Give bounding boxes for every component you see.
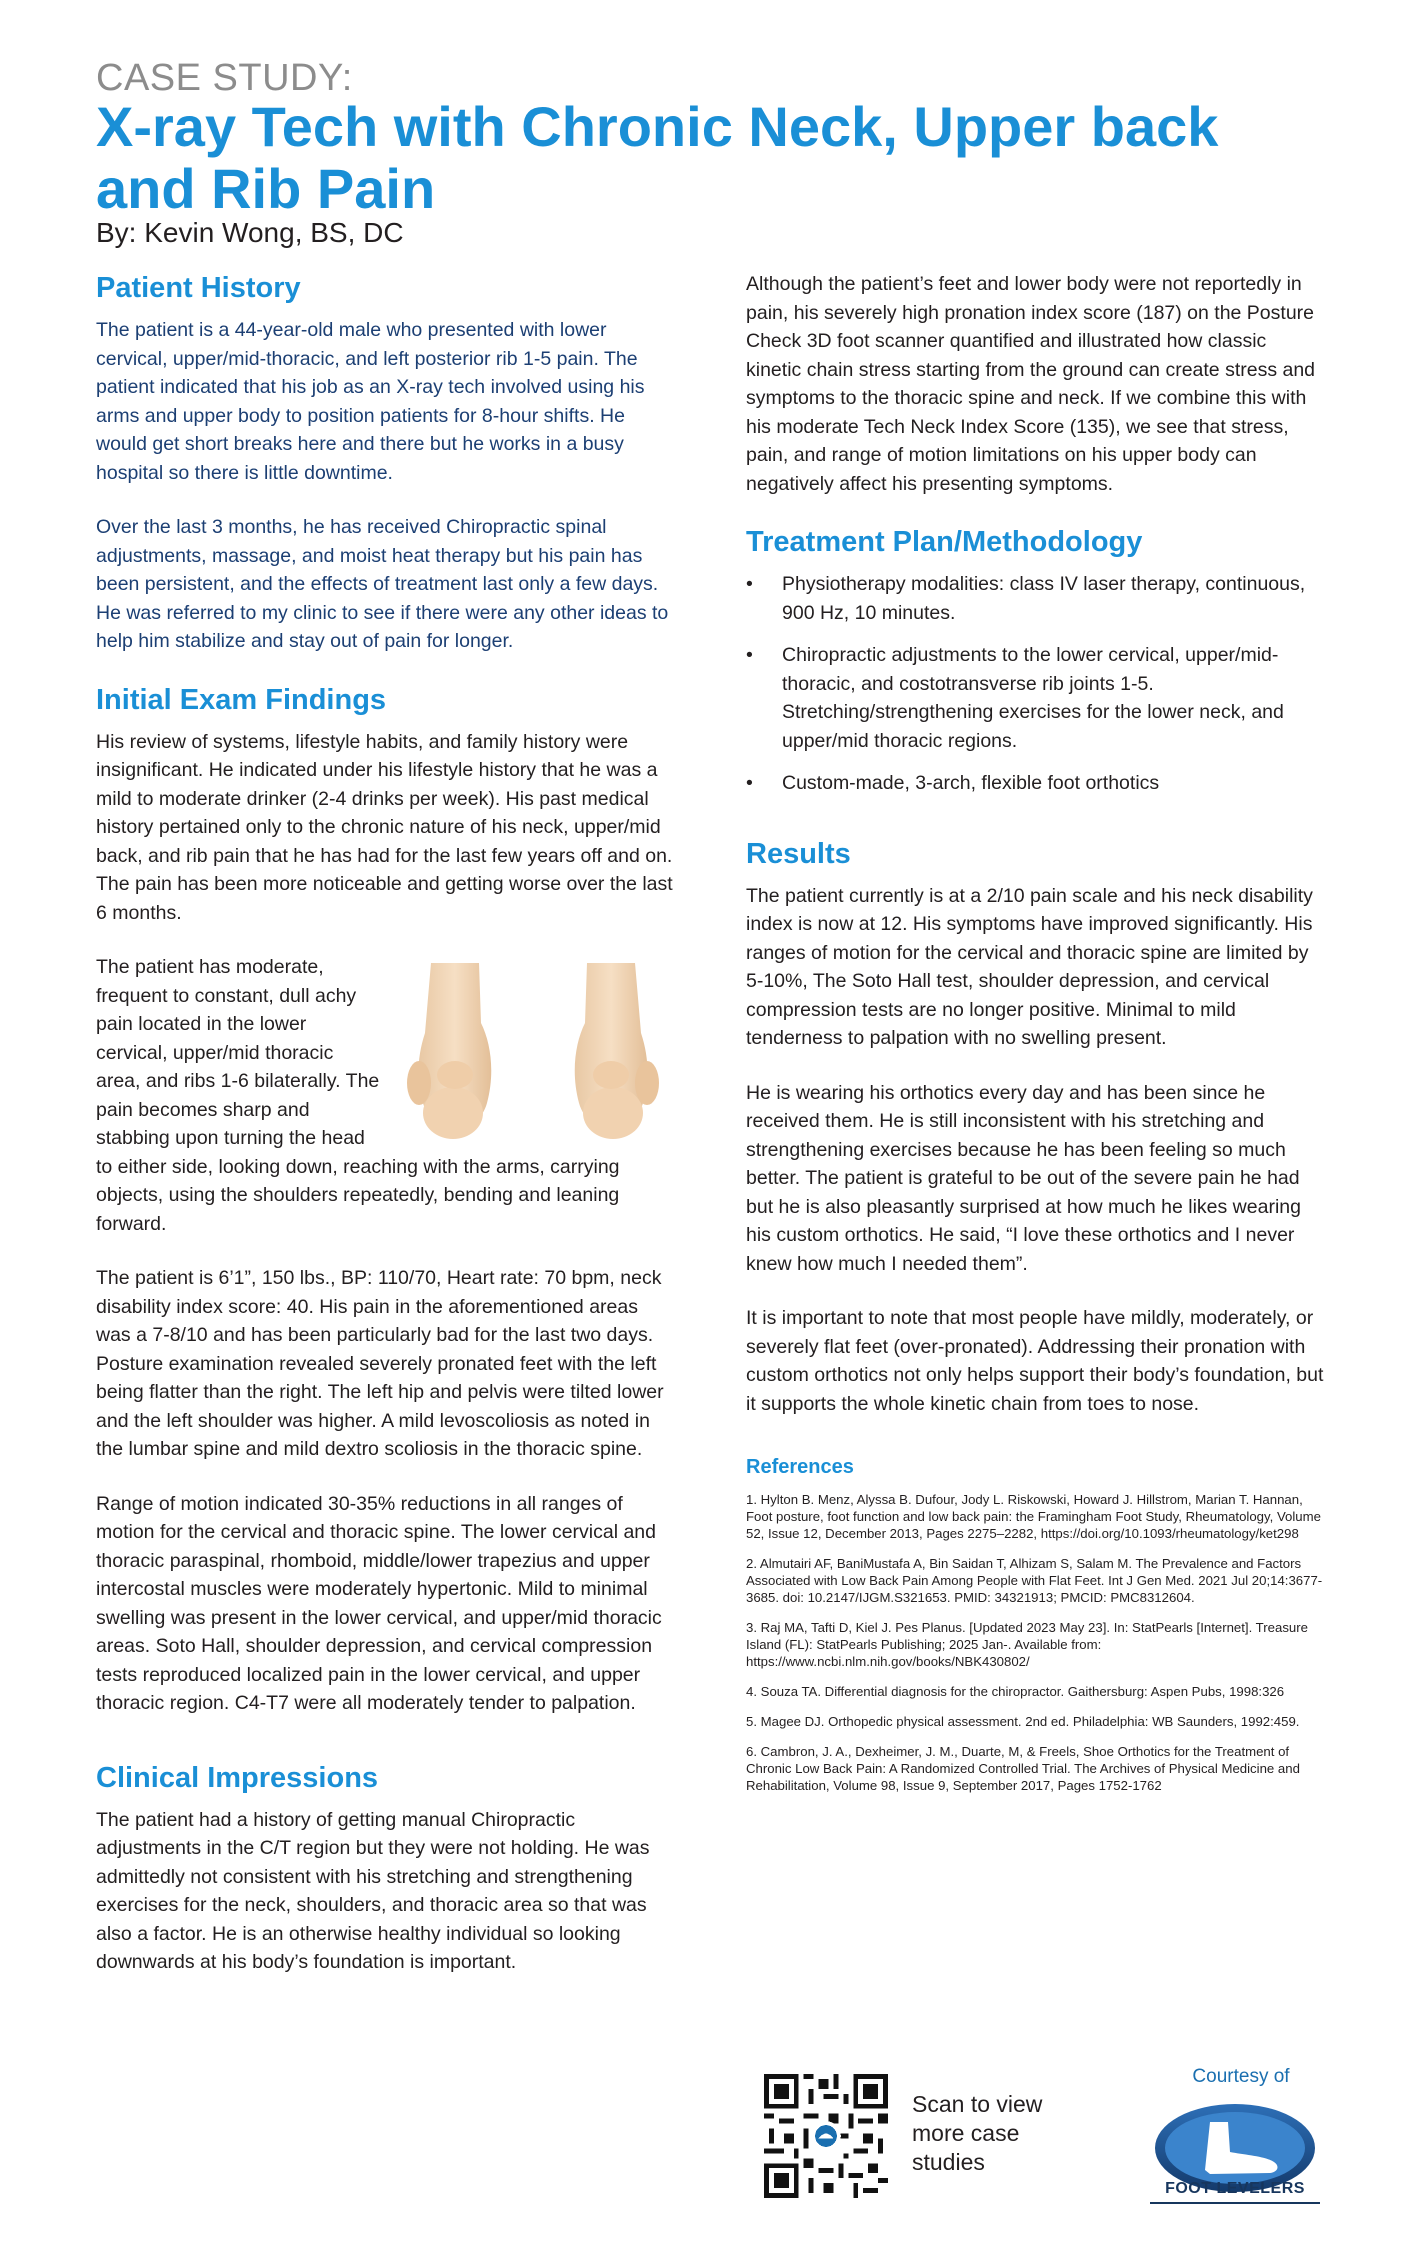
treatment-list: [746, 570, 1326, 798]
initial-exam-paragraph-1: His review of systems, lifestyle habits, and family history were insignificant. He indicated under his lifestyle history that he was a mild to moderate drinker (2-4 drinks per week). His past medical history pertained only to the chronic nature of his neck, upper/mid back, and rib pain that he has had for the last few years off and on. The pain has been more noticeable and getting worse over the last 6 months.: [96, 730, 673, 924]
references-heading: References: [746, 1456, 854, 1478]
reference-item: 4. Souza TA. Differential diagnosis for the chiropractor. Gaithersburg: Aspen Pubs, 1998:326: [746, 1684, 1285, 1699]
clinical-impressions-heading: Clinical Impressions: [96, 1761, 379, 1794]
initial-exam-paragraph-4: Range of motion indicated 30-35% reductions in all ranges of motion for the cervical and thoracic spine. The lower cervical and thoracic paraspinal, rhomboid, middle/lower trapezius and upper intercostal muscles were moderately hypertonic. Mild to minimal swelling was present in the lower cervical, and upper/mid thoracic areas. Soto Hall, shoulder depression, and cervical compression tests reproduced localized pain in the lower cervical, and upper thoracic region. C4-T7 were all moderately tender to palpation.: [96, 1492, 662, 1714]
scan-qr-caption: Scan to view more case studies: [912, 2091, 1043, 2175]
results-heading: Results: [746, 837, 851, 870]
results-paragraph-2: He is wearing his orthotics every day and has been since he received them. He is still inconsistent with his stretching and strengthening exercises because he has been feeling so much better. The patient is grateful to be out of the severe pain he had but he is also pleasantly surprised at how much he likes wearing his custom orthotics. He said, “I love these orthotics and I never knew how much I needed them”.: [746, 1081, 1301, 1275]
qr-code-icon[interactable]: [764, 2074, 888, 2198]
treatment-item: • Custom-made, 3-arch, flexible foot orthotics: [746, 769, 1326, 798]
patient-history-heading: Patient History: [96, 272, 301, 304]
feet-illustration-icon: [391, 963, 676, 1143]
initial-exam-paragraph-3: The patient is 6’1”, 150 lbs., BP: 110/70, Heart rate: 70 bpm, neck disability index score: 40. His pain in the aforementioned areas was a 7-8/10 and has been particularly bad for the last two days. Posture examination revealed severely pronated feet with the left being flatter than the right. The left hip and pelvis were tilted lower and the left shoulder was higher. A mild levoscoliosis as noted in the lumbar spine and mild dextro scoliosis in the thoracic spine.: [96, 1267, 664, 1460]
patient-history-paragraph-2: Over the last 3 months, he has received Chiropractic spinal adjustments, massage, and moist heat therapy but his pain has been persistent, and the effects of treatment last only a few days. He was referred to my clinic to see if there were any other ideas to help him stabilize and stay out of pain for longer.: [96, 516, 669, 652]
initial-exam-heading: Initial Exam Findings: [96, 683, 387, 716]
author-byline: By: Kevin Wong, BS, DC: [96, 217, 404, 248]
treatment-heading: Treatment Plan/Methodology: [746, 526, 1143, 558]
logo-underline: [1150, 2202, 1320, 2204]
treatment-item: • Physiotherapy modalities: class IV laser therapy, continuous, 900 Hz, 10 minutes.: [746, 570, 1326, 627]
bullet: •: [746, 772, 753, 794]
reference-item: 6. Cambron, J. A., Dexheimer, J. M., Duarte, M, & Freels, Shoe Orthotics for the Treatment of Chronic Low Back Pain: A Randomized Controlled Trial. The Archives of Physical Medicine and Rehabilitation, Volume 98, Issue 9, September 2017, Pages 1752-1762: [746, 1744, 1300, 1793]
bullet: •: [746, 573, 753, 595]
results-paragraph-1: The patient currently is at a 2/10 pain scale and his neck disability index is now at 12. His symptoms have improved significantly. His ranges of motion for the cervical and thoracic spine are limited by 5-10%, The Soto Hall test, shoulder depression, and cervical compression tests are no longer positive. Minimal to mild tenderness to palpation with no swelling present.: [746, 884, 1313, 1049]
bullet: •: [746, 644, 753, 666]
reference-item: 2. Almutairi AF, BaniMustafa A, Bin Saidan T, Alhizam S, Salam M. The Prevalence and Factors Associated with Low Back Pain Among People with Flat Feet. Int J Gen Med. 2021 Jul 20;14:3677-3685. doi: 10.2147/IJGM.S321653. PMID: 34321913; PMCID: PMC8312604.: [746, 1556, 1323, 1605]
reference-item: 5. Magee DJ. Orthopedic physical assessment. 2nd ed. Philadelphia: WB Saunders, 1992:459.: [746, 1714, 1300, 1729]
page-title: X-ray Tech with Chronic Neck, Upper back and Rib Pain: [96, 95, 1219, 220]
patient-history-paragraph-1: The patient is a 44-year-old male who presented with lower cervical, upper/mid-thoracic, and left posterior rib 1-5 pain. The patient indicated that his job as an X-ray tech involved using his arms and upper body to position patients for 8-hour shifts. He would get short breaks here and there but he works in a busy hospital so there is little downtime.: [96, 319, 645, 484]
reference-item: 3. Raj MA, Tafti D, Kiel J. Pes Planus. [Updated 2023 May 23]. In: StatPearls [Internet]. Treasure Island (FL): StatPearls Publishing; 2025 Jan-. Available from: https://www.ncbi.nlm.nih.gov/books/NBK430802/: [746, 1620, 1308, 1669]
left-column: [96, 270, 676, 2003]
initial-exam-paragraph-2: The patient has moderate, frequent to constant, dull achy pain located in the lower cervical, upper/mid thoracic area, and ribs 1-6 bilaterally. The pain becomes sharp and stabbing upon turning the head to either side, looking down, reaching with the arms, carrying objects, using the shoulders repeatedly, bending and leaning forward.: [96, 956, 620, 1235]
foot-levelers-wordmark: FOOT LEVELERS: [1165, 2180, 1305, 2197]
reference-item: 1. Hylton B. Menz, Alyssa B. Dufour, Jody L. Riskowski, Howard J. Hillstrom, Marian T. Hannan, Foot posture, foot function and low back pain: the Framingham Foot Study, Rheumatology, Volume 52, Issue 12, December 2013, Pages 2275–2282, https://doi.org/10.1093/rheumatology/ket298: [746, 1492, 1321, 1541]
case-study-kicker: CASE STUDY:: [96, 57, 353, 99]
right-column: [746, 270, 1326, 1807]
kinetic-chain-paragraph: Although the patient’s feet and lower body were not reportedly in pain, his severely high pronation index score (187) on the Posture Check 3D foot scanner quantified and illustrated how classic kinetic chain stress starting from the ground can create stress and symptoms to the thoracic spine and neck. If we combine this with his moderate Tech Neck Index Score (135), we see that stress, pain, and range of motion limitations on his upper body can negatively affect his presenting symptoms.: [746, 273, 1316, 495]
clinical-impressions-paragraph: The patient had a history of getting manual Chiropractic adjustments in the C/T region but they were not holding. He was admittedly not consistent with his stretching and strengthening exercises for the neck, shoulders, and thoracic area so that was also a factor. He is an otherwise healthy individual so looking downwards at his body’s foundation is important.: [96, 1808, 650, 1973]
treatment-item: • Chiropractic adjustments to the lower cervical, upper/mid-thoracic, and costotransverse rib joints 1-5. Stretching/strengthening exercises for the lower neck, and upper/mid thoracic regions.: [746, 641, 1326, 755]
courtesy-label: Courtesy of: [1192, 2066, 1290, 2087]
results-paragraph-3: It is important to note that most people have mildly, moderately, or severely flat feet (over-pronated). Addressing their pronation with custom orthotics not only helps support their body’s foundation, but it supports the whole kinetic chain from toes to nose.: [746, 1307, 1324, 1415]
